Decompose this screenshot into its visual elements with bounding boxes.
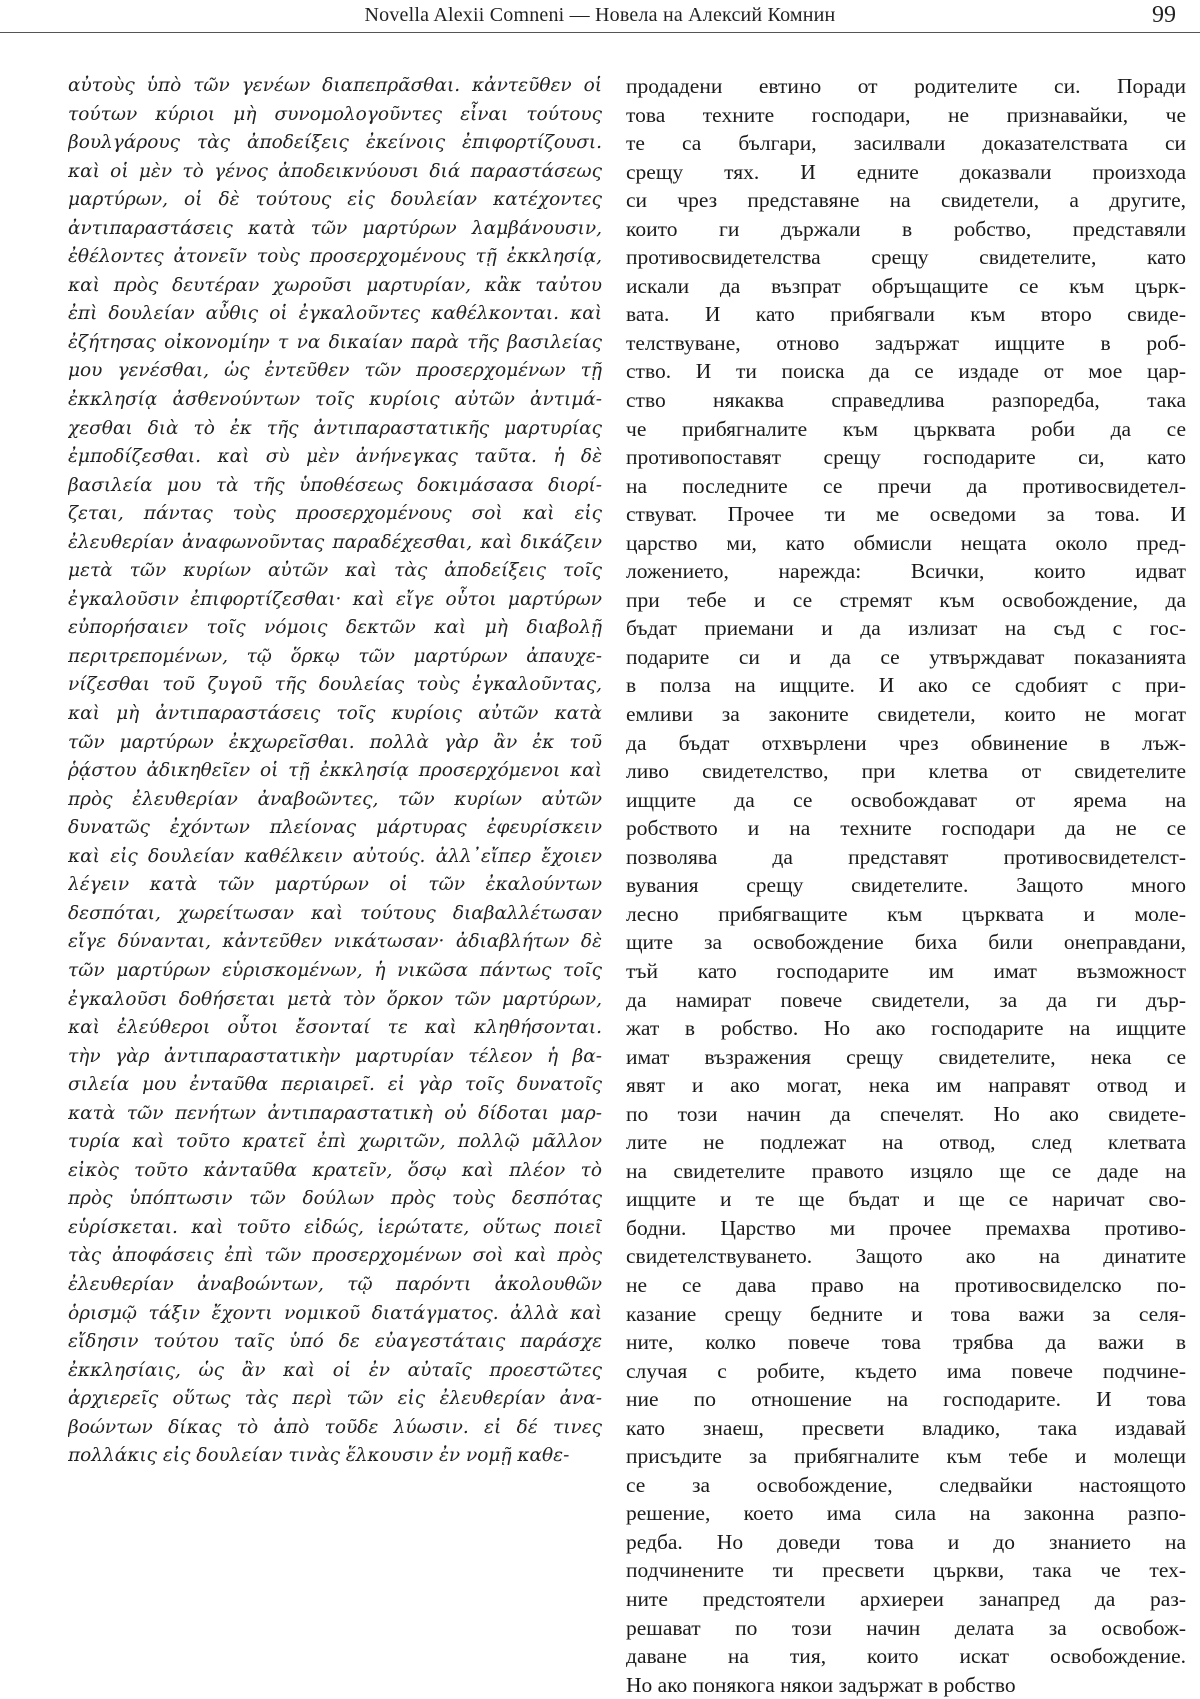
text-line: ство някаква справедлива разпоредба, така (626, 388, 1186, 413)
text-line: решават по този начин делата за освобож- (626, 1615, 1186, 1640)
text-line: това техните господари, не признавайки, че (626, 102, 1186, 127)
text-line: δεσπόται, χωρείτωσαν καὶ τούτους διαβαλλέτωσαν (68, 902, 602, 924)
text-line: τῶν μαρτύρων ἐκχωρεῖσθαι. πολλὰ γὰρ ἂν ἐκ τοῦ (68, 731, 602, 753)
text-line: ὁρισμῷ τάξιν ἔχοντι νομικοῦ διατάγματος. ἀλλὰ καὶ (68, 1302, 602, 1324)
text-line: царство ми, като обмисли нещата около пред- (626, 530, 1186, 555)
text-line: случая с робите, където има повече подчине- (626, 1358, 1186, 1383)
text-line: τὰς ἀποφάσεις ἐπὶ τῶν προσερχομένων σοὶ καὶ πρὸς (68, 1245, 602, 1267)
text-line: βοώντων δίκας τὸ ἀπὸ τοῦδε λύωσιν. εἰ δέ τινες (68, 1416, 602, 1438)
text-line: ните, колко повече това трябва да важи в (626, 1330, 1186, 1355)
text-line: даване на тия, които искат освобождение. (626, 1644, 1186, 1669)
text-line: τῶν μαρτύρων εὑρισκομένων, ἡ νικῶσα πάντως τοῖς (68, 959, 602, 981)
text-line: ложението, нарежда: Всички, които идват (626, 559, 1186, 584)
text-line: ῥᾴστου ἀδικηθεῖεν οἱ τῇ ἐκκλησίᾳ προσερχόμενοι καὶ (68, 760, 602, 782)
text-line: ζεται, πάντας τοὺς προσερχομένους σοὶ καὶ εἰς (68, 503, 602, 525)
text-line: εὐπορήσαιεν τοῖς νόμοις δεκτῶν καὶ μὴ διαβολῇ (68, 617, 602, 639)
text-line: ищците и те ще бъдат и ще се наричат сво- (626, 1187, 1186, 1212)
text-line: τυρία καὶ τοῦτο κρατεῖ ἐπὶ χωριτῶν, πολλῷ μᾶλλον (68, 1131, 602, 1153)
text-line: ἀντιπαραστάσεις κατὰ τῶν μαρτύρων λαμβάνουσιν, (68, 217, 602, 239)
text-line: по този начин да спечелят. Но ако свидете- (626, 1101, 1186, 1126)
text-line: не се дава право на противосвиделско по- (626, 1272, 1186, 1297)
text-line: πολλάκις εἰς δουλείαν τινὰς ἕλκουσιν ἐν νομῇ καθε- (68, 1445, 570, 1467)
text-line: ἐλευθερίαν ἀναβοώντων, τῷ παρόντι ἀκολουθῶν (68, 1273, 602, 1295)
text-line: ἐλευθερίαν ἀναφωνοῦντας παραδέχεσθαι, καὶ δικάζειν (68, 531, 602, 553)
text-line: противосвидетелства срещу свидетелите, като (626, 245, 1186, 270)
text-line: да намират повече свидетели, за да ги дър- (626, 987, 1186, 1012)
text-line: ствуват. Прочее ти ме осведоми за това. И (626, 502, 1186, 527)
text-line: че прибягналите към църквата роби да се (626, 416, 1186, 441)
text-line: μου γενέσθαι, ὡς ἐντεῦθεν τῶν προσερχομένων τῇ (68, 360, 602, 382)
text-line: καὶ μὴ ἀντιπαραστάσεις τοῖς κυρίοις αὐτῶν κατὰ (68, 703, 602, 725)
text-line: σιλεία μου ἐνταῦθα περιαιρεῖ. εἰ γὰρ τοῖς δυνατοῖς (68, 1074, 602, 1096)
text-line: явят и ако могат, нека им направят отвод и (626, 1073, 1186, 1098)
text-line: νίζεσθαι τοῦ ζυγοῦ τῆς δουλείας τοὺς ἐγκαλοῦντας, (68, 674, 602, 696)
text-line: μαρτύρων, οἱ δὲ τούτους εἰς δουλείαν κατέχοντες (68, 189, 602, 211)
text-line: καὶ εἰς δουλείαν καθέλκειν αὐτούς. ἀλλ᾽εἴπερ ἔχοιεν (68, 845, 602, 867)
text-line: χεσθαι διὰ τὸ ἐκ τῆς ἀντιπαραστατικῆς μαρτυρίας (68, 417, 602, 439)
text-line: ищците да се освобождават от ярема на (626, 787, 1186, 812)
text-line: βουλγάρους τὰς ἀποδείξεις ἐκείνοις ἐπιφορτίζουσι. (68, 132, 602, 154)
text-line: щите за освобождение биха били онеправдани, (626, 930, 1186, 955)
text-line: да бъдат отхвърлени чрез обвинение в лъж- (626, 730, 1186, 755)
text-line: свидетелствуването. Защото ако на динатите (626, 1244, 1186, 1269)
text-line: емливи за законите свидетели, които не могат (626, 702, 1186, 727)
text-line: лесно прибягващите към църквата и моле- (626, 901, 1186, 926)
text-line: καὶ οἱ μὲν τὸ γένος ἀποδεικνύουσι διά παραστάσεως (68, 160, 602, 182)
text-line: на свидетелите правото изцяло ще се даде на (626, 1158, 1186, 1183)
text-line: позволява да представят противосвидетелст- (626, 844, 1186, 869)
text-line: ἐμποδίζεσθαι. καὶ σὺ μὲν ἀνήνεγκας ταῦτα. ἡ δὲ (68, 446, 602, 468)
text-line: вата. И като прибягвали към второ свиде- (626, 302, 1186, 327)
text-line: ние по отношение на господарите. И това (626, 1387, 1186, 1412)
text-line: в полза на ищците. И ако се сдобият с при- (626, 673, 1186, 698)
text-line: присъдите за прибягналите към тебе и молещи (626, 1444, 1186, 1469)
text-line: λέγειν κατὰ τῶν μαρτύρων οἱ τῶν ἐκαλούντων (68, 874, 602, 896)
text-line: тъй като господарите им имат възможност (626, 958, 1186, 983)
text-line: ливо свидетелство, при клетва от свидетелите (626, 759, 1186, 784)
text-line: περιτρεπομένων, τῷ ὅρκῳ τῶν μαρτύρων ἀπαυχε- (68, 645, 602, 667)
running-header (0, 0, 1200, 34)
text-line: подарите си и да се утвърждават показанията (626, 644, 1186, 669)
header-rule (0, 32, 1200, 33)
text-line: които ги държали в робство, представяли (626, 216, 1186, 241)
text-line: ἐγκαλοῦσιν ἐπιφορτίζεσθαι· καὶ εἴγε οὗτοι μαρτύρων (68, 588, 602, 610)
text-line: ἐθέλοντες ἀτονεῖν τοὺς προσερχομένους τῇ ἐκκλησίᾳ, (68, 246, 602, 268)
text-line: πρὸς ἐλευθερίαν ἀναβοῶντες, τῶν κυρίων αὐτῶν (68, 788, 602, 810)
text-line: бодни. Царство ми прочее премахва противо- (626, 1215, 1186, 1240)
text-line: жат в робство. Но ако господарите на ищците (626, 1016, 1186, 1041)
text-line: те са българи, засилвали доказателствата си (626, 131, 1186, 156)
text-line: δυνατῶς ἐχόντων πλείονας μάρτυρας ἐφευρίσκειν (68, 817, 602, 839)
page-number: 99 (1152, 2, 1176, 28)
text-line: ните предстоятели архиереи занапред да раз- (626, 1586, 1186, 1611)
text-line: си чрез представяне на свидетели, а другите, (626, 188, 1186, 213)
text-line: робството и на техните господари да не се (626, 816, 1186, 841)
text-line: καὶ πρὸς δευτέραν χωροῦσι μαρτυρίαν, κἂκ ταὐτου (68, 274, 602, 296)
text-line: εἴδησιν τούτου ταῖς ὑπό δε εὐαγεστάταις παράσχε (68, 1331, 602, 1353)
text-line: τὴν γὰρ ἀντιπαραστατικὴν μαρτυρίαν τέλεον ἡ βα- (68, 1045, 602, 1067)
text-line: продадени евтино от родителите си. Поради (626, 74, 1186, 98)
text-line: ство. И ти поиска да се издаде от мое цар- (626, 359, 1186, 384)
text-line: εἰκὸς τοῦτο κἀνταῦθα κρατεῖν, ὅσῳ καὶ πλέον τὸ (68, 1159, 602, 1181)
text-line: ἐπὶ δουλείαν αὖθις οἱ ἐγκαλοῦντες καθέλκονται. καὶ (68, 303, 602, 325)
text-line: εὑρίσκεται. καὶ τοῦτο εἰδώς, ἱερώτατε, οὕτως ποιεῖ (68, 1216, 602, 1238)
text-line: на последните се пречи да противосвидетел- (626, 473, 1186, 498)
greek-text-column (68, 72, 602, 1471)
text-line: καὶ ἐλεύθεροι οὗτοι ἔσονταί τε καὶ κληθήσονται. (68, 1017, 602, 1039)
text-line: подчинените ти пресвети църкви, така че тех- (626, 1558, 1186, 1583)
text-line: ἀρχιερεῖς οὕτως τὰς περὶ τῶν εἰς ἐλευθερίαν ἀνα- (68, 1388, 602, 1410)
text-line: Но ако понякога някои задържат в робство (626, 1672, 1016, 1697)
bulgarian-translation-column (626, 72, 1186, 1699)
text-line: βασιλεία μου τὰ τῆς ὑποθέσεως δοκιμάσασα διορί- (68, 474, 602, 496)
text-line: като знаеш, пресвети владико, така издавай (626, 1415, 1186, 1440)
text-line: ἐζήτησας οἰκονομίην τ να δικαίαν παρὰ τῆς βασιλείας (68, 331, 602, 353)
text-line: срещу тях. И едните доказвали произхода (626, 159, 1186, 184)
text-line: решение, което има сила на законна разпо- (626, 1501, 1186, 1526)
text-line: противопоставят срещу господарите си, като (626, 445, 1186, 470)
text-line: ἐκκλησίαις, ὡς ἂν καὶ οἱ ἐν αὐταῖς προεστῶτες (68, 1359, 602, 1381)
text-line: искали да възпрат обръщащите се към църк- (626, 273, 1186, 298)
text-line: при тебе и се стремят към освобождение, да (626, 587, 1186, 612)
text-line: μετὰ τῶν κυρίων αὐτῶν καὶ τὰς ἀποδείξεις τοῖς (68, 560, 602, 582)
text-line: ἐγκαλοῦσι δοθήσεται μετὰ τὸν ὅρκον τῶν μαρτύρων, (68, 988, 602, 1010)
text-line: αὐτοὺς ὑπὸ τῶν γενέων διαπεπρᾶσθαι. κἀντεῦθεν οἱ (68, 75, 602, 96)
text-line: εἴγε δύνανται, κἀντεῦθεν νικάτωσαν· ἀδιαβλήτων δὲ (68, 931, 602, 953)
text-line: имат възражения срещу свидетелите, нека се (626, 1044, 1186, 1069)
text-line: τούτων κύριοι μὴ συνομολογοῦντες εἶναι τούτους (68, 103, 602, 125)
text-line: телствуване, отново задържат ищците в роб- (626, 330, 1186, 355)
text-line: вувания срещу свидетелите. Защото много (626, 873, 1186, 898)
text-line: се за освобождение, следвайки настоящото (626, 1472, 1186, 1497)
header-title: Novella Alexii Comneni — Новела на Алексий Комнин (364, 4, 836, 26)
text-line: бъдат приемани и да излизат на съд с гос- (626, 616, 1186, 641)
text-line: редба. Но доведи това и до знанието на (626, 1529, 1186, 1554)
text-line: лите не подлежат на отвод, след клетвата (626, 1130, 1186, 1155)
text-line: ἐκκλησίᾳ ἀσθενούντων τοῖς κυρίοις αὐτῶν ἀντιμά- (68, 389, 602, 411)
text-line: казание срещу бедните и това важи за селя- (626, 1301, 1186, 1326)
text-line: κατὰ τῶν πενήτων ἀντιπαραστατικὴ οὐ δίδοται μαρ- (68, 1102, 602, 1124)
text-line: πρὸς ὑπόπτωσιν τῶν δούλων πρὸς τοὺς δεσπότας (68, 1188, 602, 1210)
